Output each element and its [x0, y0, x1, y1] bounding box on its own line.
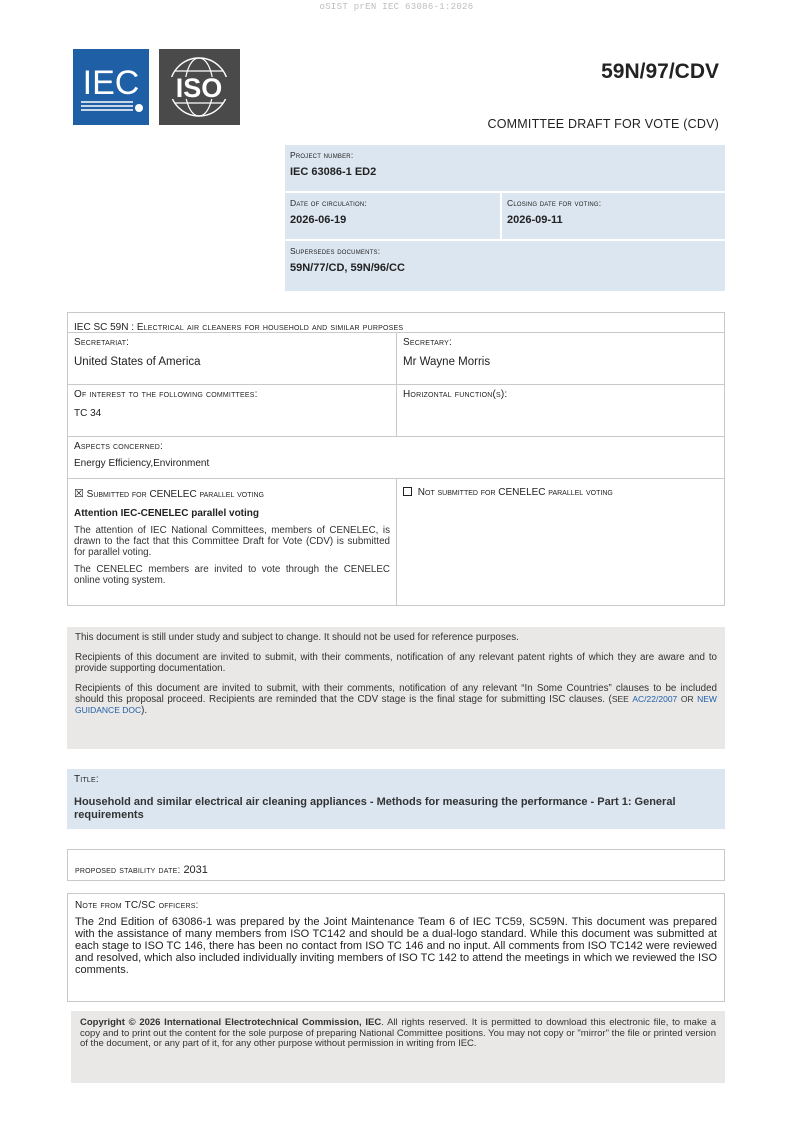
submitted-label-c: parallel voting — [196, 489, 264, 500]
ac-22-2007-link[interactable]: AC/22/2007 — [632, 694, 678, 704]
iso-logo — [159, 49, 240, 125]
interest-label: Of interest to the following committees: — [74, 389, 258, 400]
stability-label: proposed stability date: — [75, 865, 184, 876]
copyright-bold: Copyright © 2026 International Electrotechnical Commission, IEC — [80, 1017, 382, 1028]
supersedes-documents: 59N/77/CD, 59N/96/CC — [290, 262, 405, 274]
note-text: The 2nd Edition of 63086-1 was prepared by the Joint Maintenance Team 6 of IEC TC59, SC59N. This document was prepared with the assistance of many members from ISO TC142 and should be a dual-logo standard. While this document was submitted at each stage to ISO TC 146, there has been no contact from ISO TC 146 and no input. All comments from ISO TC142 were reviewed and resolved, which also included individually inviting members of ISO TC 142 to attend the meetings in which we reviewed the ISO comments. — [75, 916, 717, 976]
submitted-label-a: Submitted for — [86, 489, 150, 500]
notice-paragraph-3 — [75, 683, 717, 716]
secretariat-label: Secretariat: — [74, 337, 130, 348]
committee-table — [67, 312, 725, 606]
document-number: 59N/97/CDV — [601, 60, 719, 83]
cenelec-paragraph-1: The attention of IEC National Committees, members of CENELEC, is drawn to the fact that this Committee Draft for Vote (CDV) is submitted for parallel voting. — [74, 525, 390, 558]
not-submitted-label-c: parallel voting — [545, 487, 613, 498]
iec-logo — [73, 49, 149, 125]
see-label: SEE — [611, 694, 629, 704]
committee-code: IEC SC 59N — [74, 322, 129, 333]
horizontal-label: Horizontal function(s): — [403, 389, 508, 400]
committee-sep: : — [128, 322, 137, 333]
document-title: Household and similar electrical air cleaning appliances - Methods for measuring the performance - Part 1: General requirements — [74, 796, 676, 821]
secretary-value: Mr Wayne Morris — [403, 356, 491, 368]
secretariat-value: United States of America — [74, 356, 201, 368]
aspects-row — [68, 437, 724, 479]
watermark: oSIST prEN IEC 63086-1:2026 — [319, 2, 474, 12]
interest-value: TC 34 — [74, 408, 102, 419]
circulation-cell — [285, 193, 500, 239]
notice-p3-end: ). — [141, 705, 148, 716]
submitted-checkbox[interactable]: ☒ — [74, 488, 84, 500]
notice-paragraph-2: Recipients of this document are invited to submit, with their comments, notification of any relevant patent rights of which they are aware and to provide supporting documentation. — [75, 652, 717, 674]
closing-label: Closing date for voting: — [507, 198, 602, 208]
interest-row — [68, 385, 724, 437]
closing-cell — [502, 193, 725, 239]
note-label: Note from TC/SC officers: — [75, 900, 199, 911]
project-number: IEC 63086-1 ED2 — [290, 166, 377, 178]
aspects-value: Energy Efficiency,Environment — [74, 458, 210, 469]
note-box — [67, 893, 725, 1002]
copyright-text: . All rights reserved. It is permitted to download this electronic file, to make a copy and to print out the content for the sole purpose of preparing National Committee positions. You may not copy or "mirror" the file or printed version of the document, or any part of it, for any other purpose without permission in writing from IEC. — [80, 1017, 716, 1049]
title-box — [67, 769, 725, 829]
secretary-label: Secretary: — [403, 337, 452, 348]
stability-box — [67, 849, 725, 881]
iec-logo-text: IEC — [82, 64, 140, 102]
attention-heading: Attention IEC-CENELEC parallel voting — [74, 508, 260, 519]
not-submitted-checkbox[interactable] — [403, 487, 412, 496]
committee-name: Electrical air cleaners for household and similar purposes — [136, 322, 404, 333]
project-number-cell — [285, 145, 725, 191]
title-label: Title: — [74, 774, 99, 785]
or-label: OR — [680, 694, 694, 704]
supersedes-cell — [285, 241, 725, 291]
notice-p3-text: Recipients of this document are invited to submit, with their comments, notification of any relevant “In Some Countries” clauses to be included should this proposal proceed. Recipients are reminded that the CDV stage is the final stage for submitting ISC clauses. ( — [75, 683, 717, 705]
cenelec-paragraph-2: The CENELEC members are invited to vote through the CENELEC online voting system. — [74, 564, 390, 586]
supersedes-label: Supersedes documents: — [290, 246, 381, 256]
aspects-label: Aspects concerned: — [74, 441, 163, 452]
project-number-label: Project number: — [290, 150, 354, 160]
not-submitted-label-a: Not submitted for — [417, 487, 499, 498]
project-info-box — [285, 145, 725, 291]
circulation-date: 2026-06-19 — [290, 214, 347, 226]
copyright-box — [71, 1011, 725, 1083]
submitted-label-b: CENELEC — [149, 489, 197, 500]
not-submitted-label-b: CENELEC — [498, 487, 546, 498]
iso-logo-text: ISO — [175, 73, 223, 103]
notice-paragraph-1: This document is still under study and subject to change. It should not be used for reference purposes. — [75, 632, 519, 643]
new-guidance-doc-link[interactable]: NEW GUIDANCE DOC — [75, 694, 717, 715]
closing-date: 2026-09-11 — [507, 214, 563, 226]
secretariat-row — [68, 333, 724, 385]
cdv-title: COMMITTEE DRAFT FOR VOTE (CDV) — [487, 117, 719, 131]
committee-title-row — [68, 313, 724, 333]
circulation-label: Date of circulation: — [290, 198, 368, 208]
cenelec-row — [68, 479, 724, 605]
stability-date: 2031 — [183, 864, 208, 876]
notice-box — [67, 627, 725, 749]
